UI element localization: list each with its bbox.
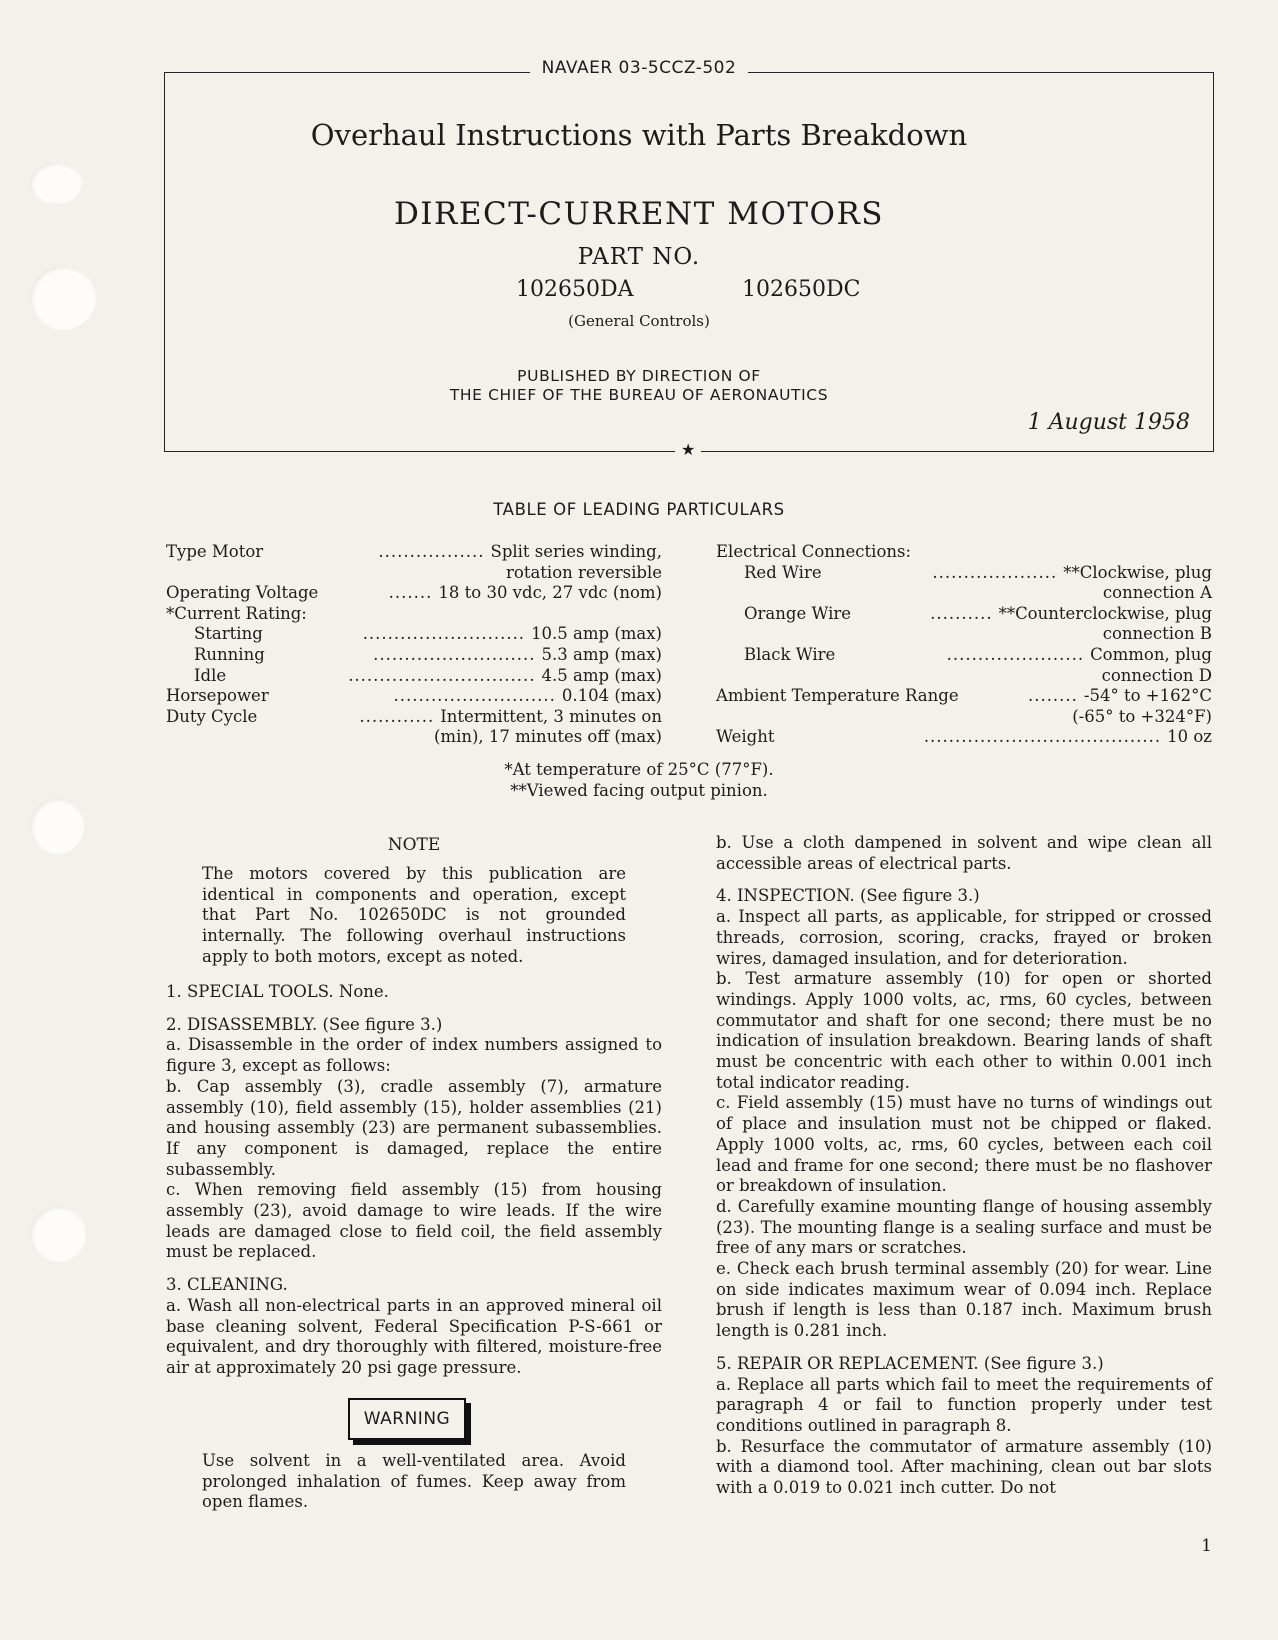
leader-dots: .......	[388, 583, 433, 603]
note-text: The motors covered by this publication are identical in components and operation, except that Part No. 102650DC is not grounded internally. The following overhaul instructions apply to both motors, except as noted.	[202, 864, 626, 966]
leader-dots: ..........................	[373, 644, 536, 664]
particulars-value: Split series winding,	[490, 542, 662, 561]
particulars-row	[716, 645, 1212, 666]
part-number-b: 102650DC	[742, 277, 861, 302]
leader-dots: ......................................	[923, 727, 1162, 747]
particulars-row	[166, 707, 662, 728]
particulars-row	[166, 604, 662, 625]
document-number: NAVAER 03-5CCZ-502	[0, 58, 1278, 78]
particulars-row	[716, 542, 1212, 563]
particulars-row	[716, 666, 1212, 687]
leader-dots: ..........................	[362, 624, 526, 644]
particulars-value: 18 to 30 vdc, 27 vdc (nom)	[438, 583, 662, 603]
section-2-heading: 2. DISASSEMBLY. (See figure 3.)	[166, 1014, 443, 1034]
published-line-2: THE CHIEF OF THE BUREAU OF AERONAUTICS	[449, 386, 829, 404]
leader-dots: ..............................	[348, 665, 536, 685]
leader-dots	[716, 666, 1102, 687]
section-4e: e. Check each brush terminal assembly (20) for wear. Line on side indicates maximum wear of 0.094 inch. Replace brush if length is less than 0.187 inch. Maximum brush length is 0.281 inch.	[716, 1259, 1212, 1341]
leader-dots	[911, 542, 1212, 563]
star-icon: ★	[675, 440, 701, 459]
leader-dots	[716, 583, 1103, 604]
leader-dots	[166, 727, 434, 748]
particulars-row	[716, 707, 1212, 728]
particulars-value: connection B	[1102, 624, 1212, 644]
particulars-label: Starting	[194, 624, 263, 644]
particulars-label: Red Wire	[744, 562, 822, 582]
section-2a: a. Disassemble in the order of index numbers assigned to figure 3, except as follows:	[166, 1035, 662, 1076]
particulars-value: 0.104 (max)	[561, 686, 662, 706]
particulars-value: rotation reversible	[506, 562, 662, 582]
particulars-value: connection D	[1101, 665, 1212, 685]
subject-title: DIRECT-CURRENT MOTORS	[393, 196, 885, 232]
particulars-label: Orange Wire	[744, 603, 852, 623]
particulars-value: 5.3 amp (max)	[541, 644, 662, 664]
leader-dots	[166, 563, 506, 584]
publication-title: Overhaul Instructions with Parts Breakdown	[310, 118, 968, 152]
leader-dots: ............	[359, 706, 435, 726]
right-column	[716, 833, 1212, 1499]
page-number: 1	[1201, 1536, 1212, 1556]
particulars-value: 4.5 amp (max)	[541, 665, 662, 685]
note-title: NOTE	[387, 835, 441, 855]
particulars-label: Black Wire	[744, 644, 836, 664]
particulars-row	[716, 604, 1212, 625]
section-4b: b. Test armature assembly (10) for open or shorted windings. Apply 1000 volts, ac, rms, 60 cycles, between commutator and shaft for one second; there must be no indication of insulation breakdown. Bearing lands of shaft must be concentric with each other to within 0.001 inch total indicator reading.	[716, 969, 1212, 1092]
particulars-row	[166, 624, 662, 645]
particulars-value: Common, plug	[1090, 644, 1212, 664]
particulars-row	[716, 727, 1212, 748]
section-2c: c. When removing field assembly (15) from housing assembly (23), avoid damage to wire leads. If the wire leads are damaged close to field coil, the field assembly must be replaced.	[166, 1180, 662, 1262]
section-4c: c. Field assembly (15) must have no turns of windings out of place and insulation must not be chipped or flaked. Apply 1000 volts, ac, rms, 60 cycles, between each coil lead and frame for one second; there must be no flashover or breakdown of insulation.	[716, 1093, 1212, 1196]
particulars-row	[166, 583, 662, 604]
particulars-row	[166, 645, 662, 666]
section-5-heading: 5. REPAIR OR REPLACEMENT. (See figure 3.)	[716, 1353, 1104, 1373]
particulars-row	[716, 686, 1212, 707]
punch-hole-4	[30, 1206, 86, 1262]
manufacturer: (General Controls)	[568, 312, 710, 330]
particulars-value: (min), 17 minutes off (max)	[433, 727, 662, 747]
section-5a: a. Replace all parts which fail to meet the requirements of paragraph 4 or fail to function properly under test conditions outlined in paragraph 8.	[716, 1374, 1212, 1435]
part-number-a: 102650DA	[516, 277, 634, 302]
published-line-1: PUBLISHED BY DIRECTION OF	[517, 367, 761, 385]
section-4d: d. Carefully examine mounting flange of housing assembly (23). The mounting flange is a sealing surface and must be free of any mars or scratches.	[716, 1196, 1212, 1258]
section-1: 1. SPECIAL TOOLS. None.	[166, 982, 389, 1001]
particulars-label: Electrical Connections:	[716, 542, 912, 561]
particulars-label: Duty Cycle	[166, 706, 258, 726]
leader-dots: ..........................	[393, 686, 556, 706]
table-title: TABLE OF LEADING PARTICULARS	[493, 500, 785, 519]
particulars-value: 10.5 amp (max)	[531, 624, 662, 644]
particulars-label: Type Motor	[166, 542, 264, 561]
particulars-value: **Counterclockwise, plug	[998, 603, 1212, 623]
particulars-row	[166, 666, 662, 687]
leader-dots: ..........	[930, 603, 993, 623]
footnote-2: **Viewed facing output pinion.	[510, 781, 768, 800]
particulars-label: Idle	[194, 665, 227, 685]
punch-hole-3	[30, 798, 84, 854]
footnote-1: *At temperature of 25°C (77°F).	[504, 760, 774, 779]
particulars-row	[716, 583, 1212, 604]
section-5b: b. Resurface the commutator of armature assembly (10) with a diamond tool. After machining, clean out bar slots with a 0.019 to 0.021 inch cutter. Do not	[716, 1436, 1212, 1498]
particulars-row	[716, 563, 1212, 584]
section-4a: a. Inspect all parts, as applicable, for stripped or crossed threads, corrosion, scoring, cracks, frayed or broken wires, damaged insulation, and for deterioration.	[716, 907, 1212, 968]
particulars-label: Operating Voltage	[166, 583, 319, 603]
leader-dots: ........	[1027, 686, 1078, 706]
section-4-heading: 4. INSPECTION. (See figure 3.)	[716, 886, 980, 906]
leader-dots	[716, 707, 1072, 728]
particulars-row	[166, 563, 662, 584]
particulars-value: (-65° to +324°F)	[1072, 706, 1212, 726]
particulars-row	[166, 686, 662, 707]
particulars-value: connection A	[1102, 583, 1212, 603]
leader-dots: .................	[378, 542, 485, 561]
particulars-value: -54° to +162°C	[1083, 686, 1212, 706]
warning-text: Use solvent in a well-ventilated area. Avoid prolonged inhalation of fumes. Keep away from open flames.	[202, 1451, 626, 1512]
section-3a: a. Wash all non-electrical parts in an approved mineral oil base cleaning solvent, Federal Specification P-S-661 or equivalent, and dry thoroughly with filtered, moisture-free air at approximately 20 psi gage pressure.	[166, 1295, 662, 1377]
particulars-label: Weight	[716, 727, 775, 747]
leader-dots: ....................	[932, 562, 1058, 582]
leader-dots: ......................	[946, 644, 1085, 664]
particulars-row	[166, 542, 662, 563]
leader-dots	[716, 624, 1103, 645]
particulars-label: Running	[194, 644, 265, 664]
publication-date: 1 August 1958	[1027, 410, 1190, 435]
particulars-right	[716, 542, 1212, 748]
section-2b: b. Cap assembly (3), cradle assembly (7), armature assembly (10), field assembly (15), holder assemblies (21) and housing assembly (23) are permanent subassemblies. If any component is damaged, replace the entire subassembly.	[166, 1076, 662, 1179]
particulars-value: Intermittent, 3 minutes on	[440, 706, 662, 726]
particulars-row	[716, 624, 1212, 645]
particulars-value: **Clockwise, plug	[1063, 562, 1212, 582]
particulars-label: Ambient Temperature Range	[716, 686, 959, 706]
particulars-label: *Current Rating:	[166, 603, 307, 623]
section-3b: b. Use a cloth dampened in solvent and wipe clean all accessible areas of electrical parts.	[716, 833, 1212, 873]
particulars-left	[166, 542, 662, 748]
part-no-label: PART NO.	[577, 244, 701, 270]
leader-dots	[307, 604, 662, 625]
warning-label: WARNING	[348, 1398, 466, 1440]
particulars-value: 10 oz	[1167, 727, 1212, 747]
particulars-label: Horsepower	[166, 686, 269, 706]
left-column	[166, 982, 662, 1379]
particulars-row	[166, 727, 662, 748]
section-3-heading: 3. CLEANING.	[166, 1275, 288, 1295]
